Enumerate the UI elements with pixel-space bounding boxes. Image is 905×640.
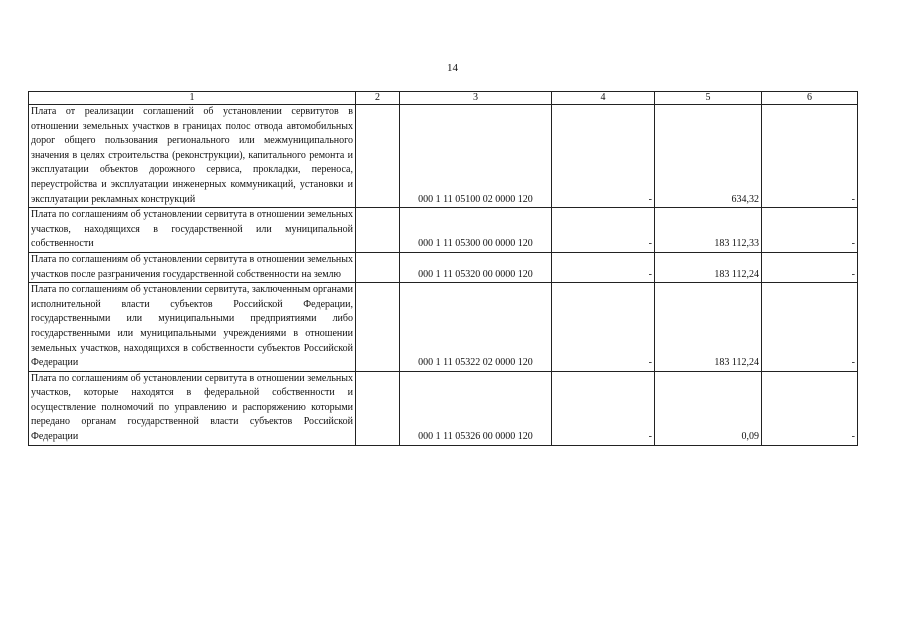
revenue-description: Плата по соглашениям об установлении сервитута в отношении земельных участков, находящихся в государственной или муниципальной собственности [29, 208, 356, 253]
column-header: 3 [400, 92, 552, 105]
column-6-value: - [762, 208, 858, 253]
column-4-value: - [552, 252, 655, 282]
column-header: 6 [762, 92, 858, 105]
column-5-value: 183 112,24 [655, 252, 762, 282]
column-4-value: - [552, 208, 655, 253]
column-5-value: 0,09 [655, 371, 762, 445]
column-4-value: - [552, 105, 655, 208]
budget-classification-code: 000 1 11 05320 00 0000 120 [400, 252, 552, 282]
revenue-description: Плата по соглашениям об установлении сервитута в отношении земельных участков, которые находятся в федеральной собственности и осуществление полномочий по управлению и распоряжению которыми передано органам государственной власти субъектов Российской Федерации [29, 371, 356, 445]
budget-classification-code: 000 1 11 05300 00 0000 120 [400, 208, 552, 253]
revenue-description: Плата от реализации соглашений об установлении сервитутов в отношении земельных участков в границах полос отвода автомобильных дорог общего пользования регионального или межмуниципального значения в целях строительства (реконструкции), капитального ремонта и эксплуатации объектов дорожного сервиса, прокладки, переноса, переустройства и эксплуатации инженерных коммуникаций, установки и эксплуатации рекламных конструкций [29, 105, 356, 208]
table-row [29, 371, 858, 445]
column-6-value: - [762, 105, 858, 208]
column-5-value: 634,32 [655, 105, 762, 208]
page-number: 14 [447, 62, 458, 74]
column-2-cell [356, 371, 400, 445]
budget-classification-code: 000 1 11 05100 02 0000 120 [400, 105, 552, 208]
column-header: 4 [552, 92, 655, 105]
column-2-cell [356, 105, 400, 208]
column-5-value: 183 112,33 [655, 208, 762, 253]
revenue-table [28, 91, 858, 446]
table-row [29, 105, 858, 208]
table-row [29, 208, 858, 253]
column-2-cell [356, 208, 400, 253]
budget-classification-code: 000 1 11 05322 02 0000 120 [400, 283, 552, 372]
table-row [29, 252, 858, 282]
column-header: 1 [29, 92, 356, 105]
column-2-cell [356, 283, 400, 372]
column-4-value: - [552, 371, 655, 445]
column-6-value: - [762, 283, 858, 372]
column-header: 5 [655, 92, 762, 105]
table-header-row [29, 92, 858, 105]
table-row [29, 283, 858, 372]
column-header: 2 [356, 92, 400, 105]
column-6-value: - [762, 371, 858, 445]
revenue-description: Плата по соглашениям об установлении сервитута в отношении земельных участков после разграничения государственной собственности на землю [29, 252, 356, 282]
column-2-cell [356, 252, 400, 282]
column-4-value: - [552, 283, 655, 372]
column-6-value: - [762, 252, 858, 282]
column-5-value: 183 112,24 [655, 283, 762, 372]
budget-classification-code: 000 1 11 05326 00 0000 120 [400, 371, 552, 445]
revenue-description: Плата по соглашениям об установлении сервитута, заключенным органами исполнительной власти субъектов Российской Федерации, государственными или муниципальными предприятиями либо государственными или муниципальными учреждениями в отношении земельных участков, находящихся в собственности субъектов Российской Федерации [29, 283, 356, 372]
